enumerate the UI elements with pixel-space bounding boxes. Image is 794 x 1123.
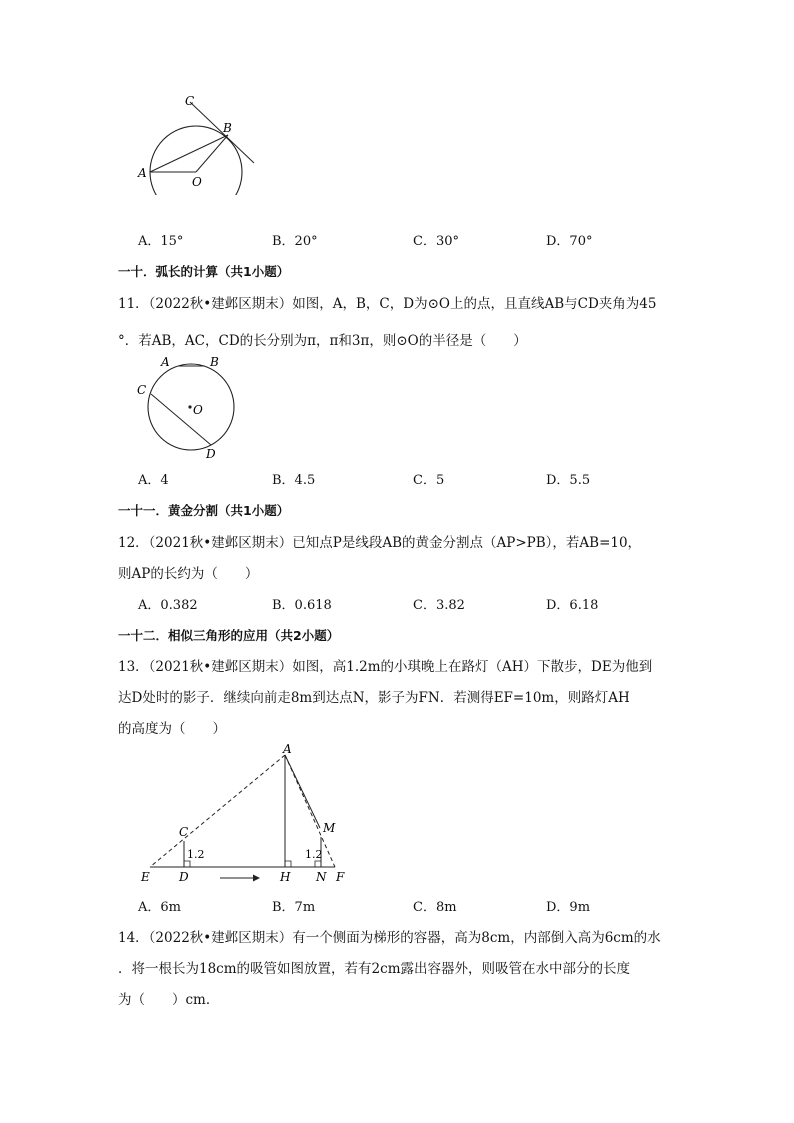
section-heading-arc-length: 一十．弧长的计算（共1小题） bbox=[118, 264, 290, 279]
label-h: H bbox=[280, 870, 291, 884]
label-o: O bbox=[193, 403, 203, 417]
arrow-head bbox=[253, 875, 260, 882]
label-c: C bbox=[137, 383, 147, 397]
q11-option-c[interactable]: C．5 bbox=[413, 473, 445, 488]
label-c: C bbox=[185, 94, 195, 108]
q10-option-b[interactable]: B．20° bbox=[272, 234, 318, 249]
height-label-right: 1.2 bbox=[305, 848, 323, 861]
q10-option-c[interactable]: C．30° bbox=[413, 234, 459, 249]
label-a: A bbox=[138, 166, 147, 180]
light-ray-left bbox=[150, 755, 285, 867]
label-d: D bbox=[179, 870, 189, 884]
q12-option-b[interactable]: B．0.618 bbox=[272, 598, 332, 613]
q12-text-line1: 12．（2021秋•建邺区期末）已知点P是线段AB的黄金分割点（AP>PB），若AB=10， bbox=[118, 535, 642, 551]
label-f: F bbox=[336, 870, 345, 884]
q10-option-a[interactable]: A．15° bbox=[138, 234, 184, 249]
label-n: N bbox=[316, 870, 327, 884]
label-a: A bbox=[283, 742, 292, 756]
q12-option-a[interactable]: A．0.382 bbox=[138, 598, 198, 613]
label-d: D bbox=[206, 447, 216, 461]
q12-text-line2: 则AP的长约为（ ） bbox=[118, 566, 259, 582]
q10-option-d[interactable]: D．70° bbox=[546, 234, 593, 249]
q11-text-line1: 11．（2022秋•建邺区期末）如图，A，B，C，D为⊙O上的点，且直线AB与CD夹角为45 bbox=[118, 296, 657, 312]
q13-option-c[interactable]: C．8m bbox=[413, 900, 457, 915]
q11-option-b[interactable]: B．4.5 bbox=[272, 473, 316, 488]
q13-option-a[interactable]: A．6m bbox=[138, 900, 181, 915]
section-heading-similar-triangles: 一十二．相似三角形的应用（共2小题） bbox=[118, 628, 340, 643]
height-label-left: 1.2 bbox=[187, 848, 205, 861]
section-heading-golden-section: 一十一．黄金分割（共1小题） bbox=[118, 503, 290, 518]
light-ray-solid bbox=[285, 755, 320, 828]
figure-q10-circle bbox=[130, 90, 270, 195]
figure-q11-circle bbox=[133, 354, 243, 464]
q12-option-c[interactable]: C．3.82 bbox=[413, 598, 465, 613]
q11-option-d[interactable]: D．5.5 bbox=[546, 473, 591, 488]
q13-text-line2: 达D处时的影子．继续向前走8m到达点N，影子为FN．若测得EF=10m，则路灯AH bbox=[118, 690, 630, 706]
q13-text-line1: 13．（2021秋•建邺区期末）如图，高1.2m的小琪晚上在路灯（AH）下散步，DE为他到 bbox=[118, 659, 653, 675]
q11-option-a[interactable]: A．4 bbox=[138, 473, 169, 488]
q13-option-d[interactable]: D．9m bbox=[546, 900, 591, 915]
q13-text-line3: 的高度为（ ） bbox=[118, 721, 226, 737]
q12-option-d[interactable]: D．6.18 bbox=[546, 598, 599, 613]
label-o: O bbox=[192, 175, 202, 189]
label-b: B bbox=[210, 355, 219, 369]
label-m: M bbox=[323, 821, 336, 835]
segment-ob bbox=[196, 135, 228, 172]
tangent-line bbox=[190, 102, 254, 163]
q14-text-line3: 为（ ）cm． bbox=[118, 992, 220, 1008]
q11-text-line2: °．若AB，AC，CD的长分别为π，π和3π，则⊙O的半径是（ ） bbox=[118, 333, 527, 349]
q14-text-line2: ．将一根长为18cm的吸管如图放置，若有2cm露出容器外，则吸管在水中部分的长度 bbox=[118, 961, 630, 977]
right-angle-n bbox=[315, 861, 321, 867]
label-a: A bbox=[161, 355, 170, 369]
label-e: E bbox=[141, 870, 150, 884]
center-dot bbox=[188, 405, 191, 408]
figure-q13-streetlight bbox=[135, 740, 360, 888]
right-angle-h bbox=[285, 861, 291, 867]
label-b: B bbox=[223, 121, 232, 135]
q13-option-b[interactable]: B．7m bbox=[272, 900, 316, 915]
q14-text-line1: 14．（2022秋•建邺区期末）有一个侧面为梯形的容器，高为8cm，内部倒入高为6cm的水 bbox=[118, 930, 661, 946]
right-angle-d bbox=[184, 861, 190, 867]
label-c: C bbox=[179, 825, 189, 839]
